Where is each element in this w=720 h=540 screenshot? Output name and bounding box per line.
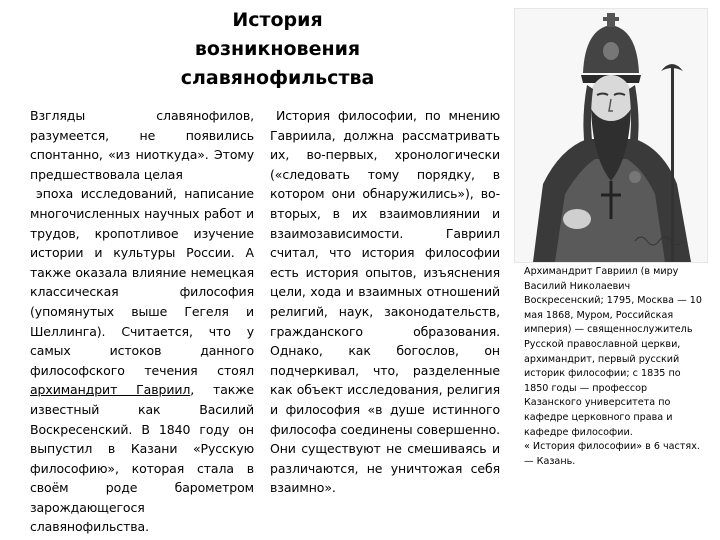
- paragraph: История философии, по мнению Гавриила, должна рассматривать их, во-первых, хронологически («следовать тому порядку, в котором они обнаружились»), во-вторых, в их взаимовлиянии и взаимозависимости. Гавриил считал, что история философии есть история опытов, изъяснения цели, хода и взаимных отношений религий, наук, законодательств, гражданского образования. Однако, как богослов, он подчеркивал, что, разделенные как объект исследования, религия и философия «в душе истинного философа соединены совершенно. Они существуют не смешиваясь и различаются, не уничтожая себя взаимно».: [270, 108, 500, 496]
- title-line-2: возникновения: [194, 38, 361, 60]
- caption-text: « История философии» в 6 частях. — Казань.: [524, 441, 700, 467]
- caption-text: Архимандрит Гавриил (в миру Василий Николаевич Воскресенский; 1795, Москва — 10 мая 1868, Муром, Российская империя) — священнослужитель Русской православной церкви, архимандрит, первый русский историк философии; с 1835 по 1850 годы — профессор Казанского университета по кафедре церковного права и кафедре философии.: [524, 266, 702, 438]
- text-column-left: [30, 106, 254, 537]
- title-line-3: славянофильства: [180, 67, 375, 89]
- title-line-1: История: [232, 9, 323, 31]
- portrait-image: [514, 8, 708, 263]
- paragraph: Взгляды славянофилов, разумеется, не появились спонтанно, «из ниоткуда». Этому предшествовала целая: [30, 108, 254, 182]
- portrait-engraving: [515, 9, 707, 262]
- text-span: эпоха исследований, написание многочисленных научных работ и трудов, кропотливое изучение истории и культуры России. А также оказала влияние немецкая классическая философия (упомянутых выше Гегеля и Шеллинга). Считается, что у самых истоков данного философского течения стоял: [30, 186, 254, 378]
- paragraph: [30, 184, 254, 537]
- page-title: [150, 6, 405, 93]
- archimandrite-gavriil-link[interactable]: архимандрит Гавриил: [30, 382, 191, 398]
- text-column-right: [270, 106, 500, 498]
- portrait-caption: [524, 265, 706, 469]
- text-span: , также известный как Василий Воскресенский. В 1840 году он выпустил в Казани «Русскую философию», которая стала в своём роде барометром зарождающегося славянофильства.: [30, 382, 254, 535]
